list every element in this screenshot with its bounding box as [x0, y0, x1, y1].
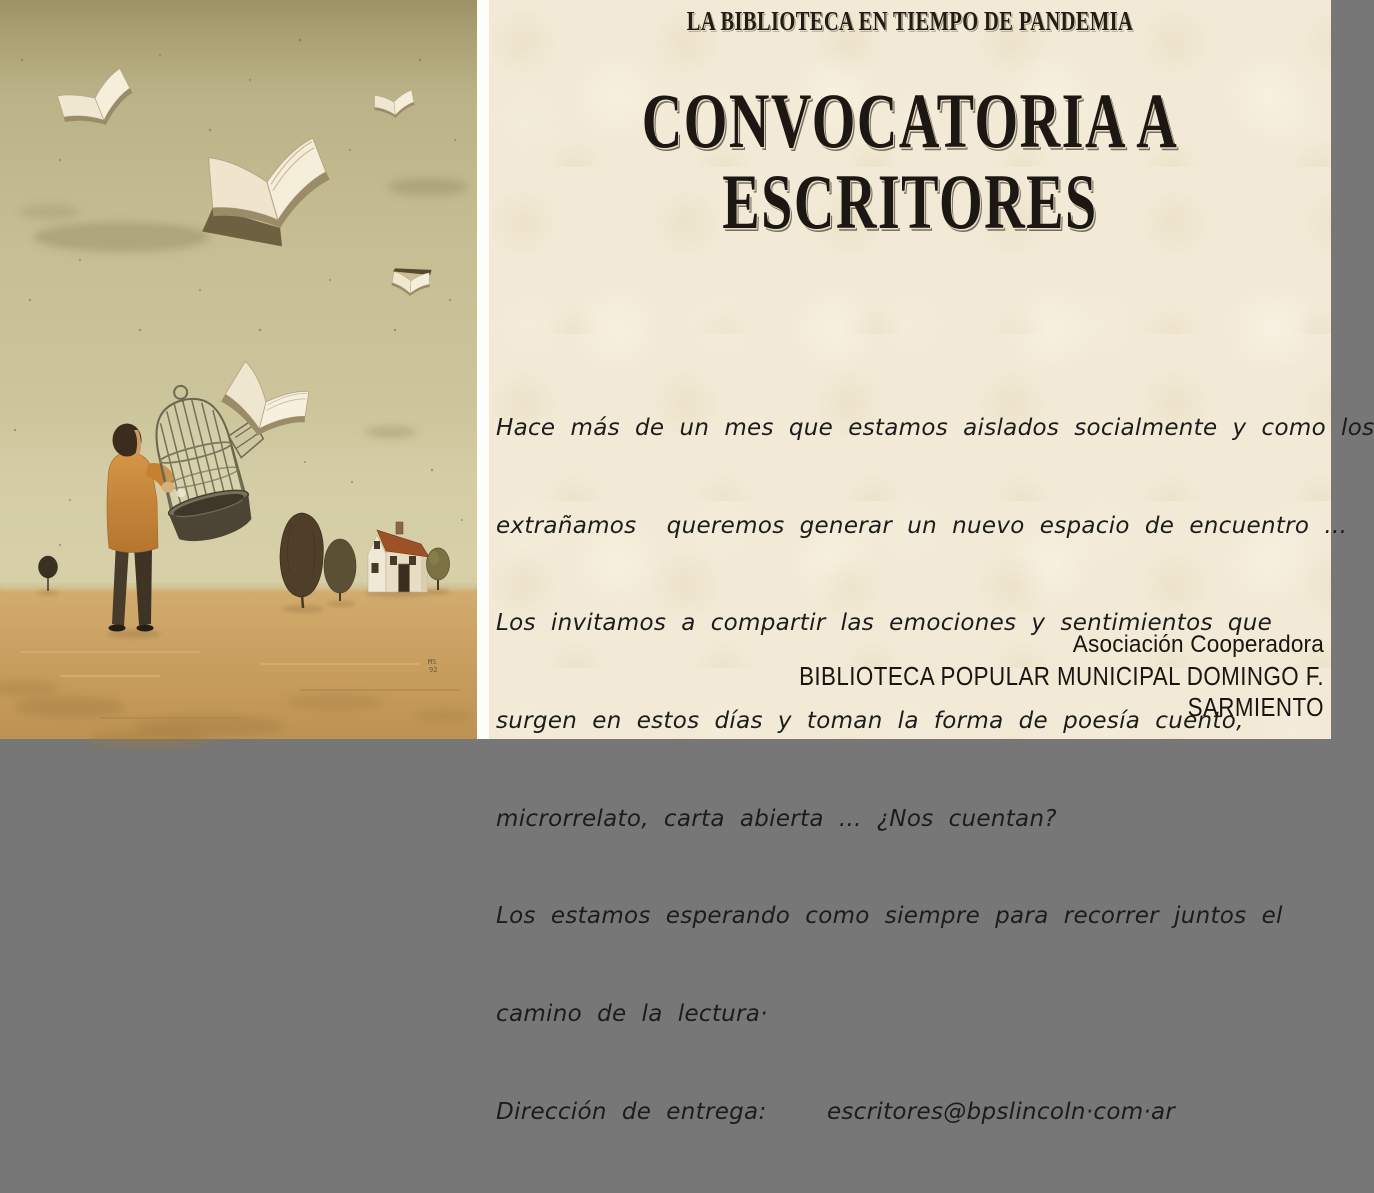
text-panel [489, 0, 1374, 1125]
body-line: Hace más de un mes que estamos aislados socialmente y como los [496, 415, 1374, 442]
book-release-illustration [0, 0, 477, 739]
flyer-body [496, 347, 1374, 1193]
artist-signature [428, 658, 437, 674]
flyer-footer [564, 631, 1324, 723]
svg-text:MS: MS [428, 658, 437, 666]
footer-library-name: BIBLIOTECA POPULAR MUNICIPAL DOMINGO F. SARMIENTO [799, 661, 1324, 722]
panel-divider [477, 0, 489, 739]
flyer-title-line1: CONVOCATORIA A [641, 77, 1179, 164]
delivery-line [496, 1096, 1328, 1129]
flyer-title-line2: ESCRITORES [722, 158, 1098, 245]
body-line: Los invitamos a compartir las emociones y sentimientos que [496, 610, 1273, 637]
body-line: Los estamos esperando como siempre para recorrer juntos el [496, 903, 1283, 930]
body-line: extrañamos queremos generar un nuevo espacio de encuentro ... [496, 512, 1348, 539]
illustration-panel [0, 0, 477, 739]
body-line: surgen en estos días y toman la forma de poesía cuento, [496, 708, 1244, 735]
svg-text:92: 92 [429, 666, 438, 674]
delivery-label: Dirección de entrega: [496, 1098, 827, 1125]
body-line: camino de la lectura· [496, 1000, 768, 1027]
body-line: microrrelato, carta abierta ... ¿Nos cuentan? [496, 805, 1057, 832]
footer-association: Asociación Cooperadora [1072, 631, 1324, 658]
delivery-email: escritores@bpslincoln·com·ar [826, 1098, 1176, 1125]
flyer-subtitle: LA BIBLIOTECA EN TIEMPO DE PANDEMIA [686, 6, 1134, 36]
